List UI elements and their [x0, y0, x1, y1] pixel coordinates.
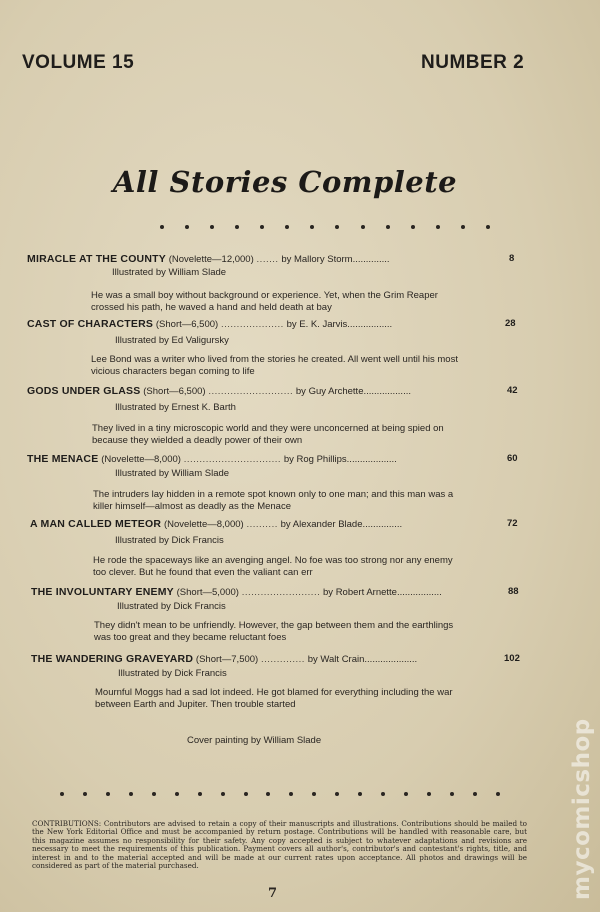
story-title: GODS UNDER GLASS [27, 385, 141, 397]
story-page-number: 8 [509, 253, 515, 264]
story-blurb: They lived in a tiny microscopic world and they were unconcerned at being spied on because they wielded a deadly power of their own [92, 423, 444, 446]
page-number: 7 [268, 886, 278, 901]
story-title: A MAN CALLED METEOR [30, 518, 162, 530]
story-illustrator: Illustrated by William Slade [115, 468, 230, 479]
cover-credit: Cover painting by William Slade [187, 735, 322, 746]
decorative-dot-row-top [160, 225, 490, 229]
story-illustrator: Illustrated by William Slade [112, 267, 227, 278]
story-leader: .................... [220, 319, 284, 330]
story-illustrator: Illustrated by Dick Francis [118, 668, 227, 679]
volume-label: VOLUME 15 [22, 52, 135, 73]
story-author: by Walt Crain.................... [307, 654, 418, 665]
story-author: by Mallory Storm.............. [281, 254, 390, 265]
story-title: THE MENACE [27, 453, 99, 465]
story-blurb: He rode the spaceways like an avenging angel. No foe was too strong nor any enemy too clever. But he found that even the valiant can err [93, 555, 453, 578]
story-page-number: 72 [507, 518, 518, 529]
story-blurb: Lee Bond was a writer who lived from the stories he created. All went well until his most vicious characters began coming to life [91, 354, 458, 377]
story-blurb: Mournful Moggs had a sad lot indeed. He got blamed for everything including the war between Earth and Jupiter. Then trouble started [95, 687, 453, 710]
story-illustrator: Illustrated by Ed Valigursky [115, 335, 229, 346]
story-blurb: He was a small boy without background or experience. Yet, when the Grim Reaper crossed his path, he waved a hand and held death at bay [91, 290, 438, 313]
story-title: MIRACLE AT THE COUNTY [27, 253, 166, 265]
story-type: (Short—7,500) [195, 654, 259, 665]
story-illustrator: Illustrated by Dick Francis [115, 535, 224, 546]
contributions-notice: CONTRIBUTIONS: Contributors are advised to retain a copy of their manuscripts and illustrations. Contributions should be mailed to the New York Editorial Office and must be accompanied by return postage. Contributions will be handled with reasonable care, but this magazine assumes no responsibility for their safety. Any copy accepted is subject to whatever adaptations and revisions are necessary to meet the requirements of this publication. Payment covers all author's, contributor's and contestant's rights, title, and interest in and to the material accepted and will be made at our current rates upon acceptance. All photos and drawings will be considered as part of the material purchased. [32, 819, 527, 871]
story-page-number: 102 [504, 653, 520, 664]
story-page-number: 28 [505, 318, 516, 329]
story-page-number: 60 [507, 453, 518, 464]
story-title: THE INVOLUNTARY ENEMY [31, 586, 174, 598]
decorative-dot-row-bottom [60, 792, 500, 796]
story-blurb: They didn't mean to be unfriendly. However, the gap between them and the earthlings was too great and they became reluctant foes [94, 620, 454, 643]
page-title: All Stories Complete [112, 165, 458, 199]
story-type: (Novelette—8,000) [101, 454, 181, 465]
story-type: (Novelette—8,000) [163, 519, 244, 530]
story-leader: ......................... [241, 587, 321, 598]
watermark-logo: mycomicshop [569, 718, 595, 900]
story-page-number: 88 [508, 586, 519, 597]
story-author: by Alexander Blade............... [280, 519, 403, 530]
story-title: THE WANDERING GRAVEYARD [31, 653, 194, 665]
story-author: by Robert Arnette................. [323, 587, 442, 598]
story-leader: ....... [256, 254, 279, 265]
story-type: (Short—6,500) [155, 319, 219, 330]
story-type: (Short—6,500) [143, 386, 206, 397]
story-leader: .............. [261, 654, 305, 665]
story-type: (Short—5,000) [176, 587, 239, 598]
number-label: NUMBER 2 [421, 52, 525, 73]
story-leader: ............................... [183, 454, 282, 465]
story-leader: ........................... [208, 386, 294, 397]
story-page-number: 42 [507, 385, 518, 396]
story-illustrator: Illustrated by Dick Francis [117, 601, 226, 612]
story-blurb: The intruders lay hidden in a remote spot known only to one man; and this man was a killer himself—almost as deadly as the Menace [93, 489, 454, 512]
story-illustrator: Illustrated by Ernest K. Barth [115, 402, 236, 413]
story-author: by Rog Phillips................... [283, 454, 397, 465]
story-author: by Guy Archette.................. [295, 386, 411, 397]
story-type: (Novelette—12,000) [168, 254, 254, 265]
story-leader: .......... [246, 519, 278, 530]
story-title: CAST OF CHARACTERS [27, 318, 154, 330]
story-author: by E. K. Jarvis................. [286, 319, 393, 330]
